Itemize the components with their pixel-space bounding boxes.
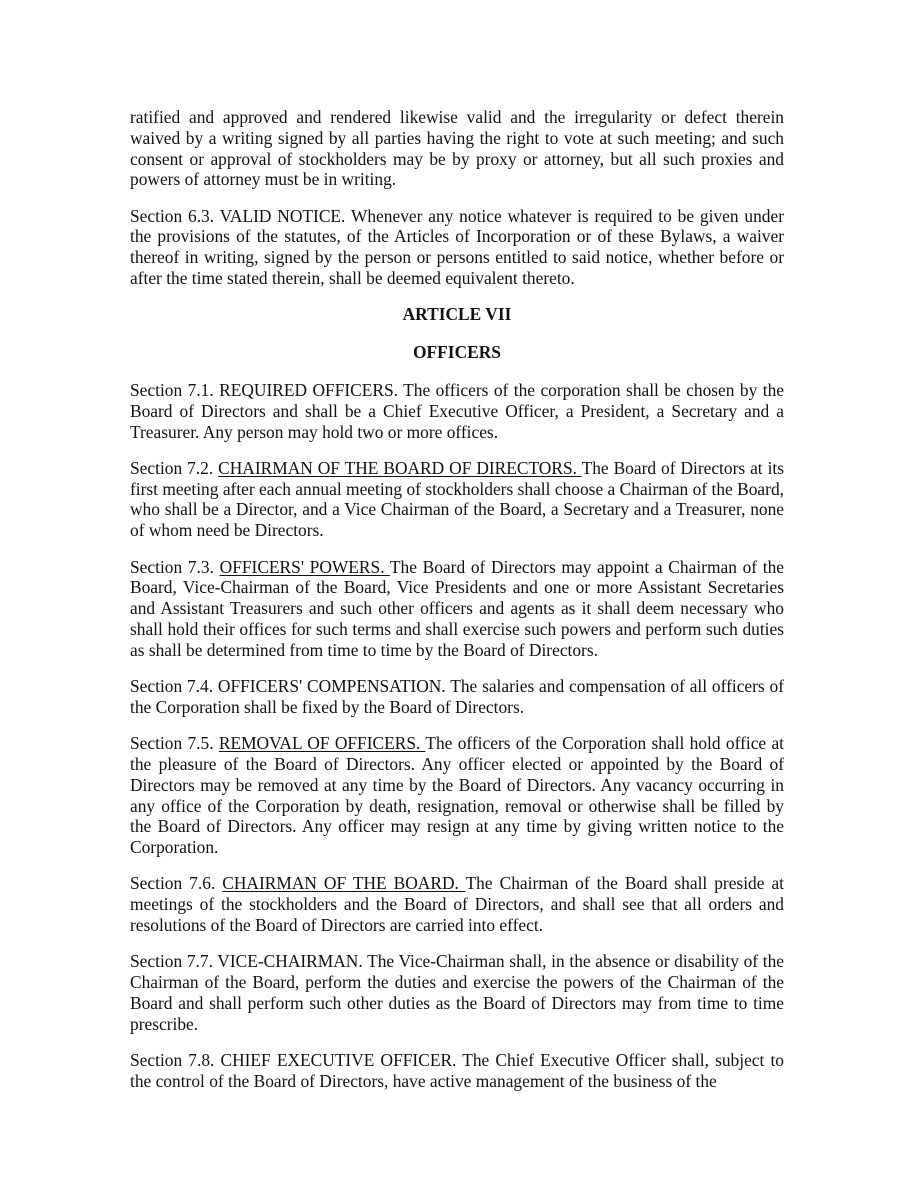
article-subtitle: OFFICERS: [413, 342, 501, 363]
section-lead: Section 7.4. OFFICERS' COMPENSATION.: [130, 676, 446, 697]
section-lead: Section 7.2.: [130, 457, 219, 478]
section-body: Whenever any notice whatever is required to be given under the provisions of the statutes, of the Articles of Incorporation or of these Bylaws, a waiver thereof in writing, signed by the person or persons entitled to said notice, whether before or after the time stated therein, shall be deemed equivalent thereto.: [130, 205, 784, 289]
section-body: The Chief Executive Officer shall, subject to the control of the Board of Directors, have active management of the business of the: [130, 1049, 784, 1091]
section-paragraph: [130, 733, 784, 858]
section-body: The officers of the corporation shall be chosen by the Board of Directors and shall be a Chief Executive Officer, a President, a Secretary and a Treasurer. Any person may hold two or more offices.: [130, 379, 784, 442]
section-body: The Board of Directors at its first meeting after each annual meeting of stockholders shall choose a Chairman of the Board, who shall be a Director, and a Vice Chairman of the Board, a Secretary and a Treasurer, none of whom need be Directors.: [130, 457, 784, 541]
section-body: ratified and approved and rendered likewise valid and the irregularity or defect therein waived by a writing signed by all parties having the right to vote at such meeting; and such consent or approval of stockholders may be by proxy or attorney, but all such proxies and powers of attorney must be in writing.: [130, 107, 784, 190]
section-paragraph: [130, 107, 784, 190]
section-lead: Section 7.5.: [130, 733, 219, 754]
section-lead: Section 7.7. VICE-CHAIRMAN.: [130, 951, 363, 972]
section-lead: Section 7.8. CHIEF EXECUTIVE OFFICER.: [130, 1049, 457, 1070]
section-lead: Section 6.3. VALID NOTICE.: [130, 205, 346, 226]
section-lead: Section 7.6.: [130, 873, 223, 894]
document-page: [130, 107, 784, 1107]
section-heading-underlined: CHAIRMAN OF THE BOARD OF DIRECTORS.: [218, 457, 582, 478]
article-title: ARTICLE VII: [402, 304, 512, 325]
section-body: The Chairman of the Board shall preside at meetings of the stockholders and the Board of Directors, and shall see that all orders and resolutions of the Board of Directors are carried into effect.: [130, 873, 784, 935]
section-heading-underlined: CHAIRMAN OF THE BOARD.: [222, 873, 466, 894]
section-lead: Section 7.1. REQUIRED OFFICERS.: [130, 379, 399, 400]
section-body: The officers of the Corporation shall hold office at the pleasure of the Board of Directors. Any officer elected or appointed by the Board of Directors may be removed at any time by the Board of Directors. Any vacancy occurring in any office of the Corporation by death, resignation, removal or otherwise shall be filled by the Board of Directors. Any officer may resign at any time by giving written notice to the Corporation.: [130, 733, 784, 858]
section-paragraph: [130, 951, 784, 1034]
section-body: The Board of Directors may appoint a Chairman of the Board, Vice-Chairman of the Board, Vice Presidents and one or more Assistant Secretaries and Assistant Treasurers and such other officers and agents as it shall deem necessary who shall hold their offices for such terms and shall exercise such powers and perform such duties as shall be determined from time to time by the Board of Directors.: [130, 556, 784, 660]
section-paragraph: [130, 873, 784, 935]
section-paragraph: [130, 557, 784, 661]
section-paragraph: [130, 380, 784, 442]
section-body: The salaries and compensation of all officers of the Corporation shall be fixed by the Board of Directors.: [130, 676, 784, 717]
section-paragraph: [130, 206, 784, 289]
section-lead: Section 7.3.: [130, 556, 220, 577]
section-heading-underlined: REMOVAL OF OFFICERS.: [218, 733, 426, 754]
section-paragraph: [130, 1050, 784, 1092]
section-body: The Vice-Chairman shall, in the absence or disability of the Chairman of the Board, perform the duties and exercise the powers of the Chairman of the Board and shall perform such other duties as the Board of Directors may from time to time prescribe.: [130, 951, 784, 1034]
section-paragraph: [130, 458, 784, 541]
section-heading-underlined: OFFICERS' POWERS.: [219, 556, 390, 577]
section-paragraph: [130, 676, 784, 718]
